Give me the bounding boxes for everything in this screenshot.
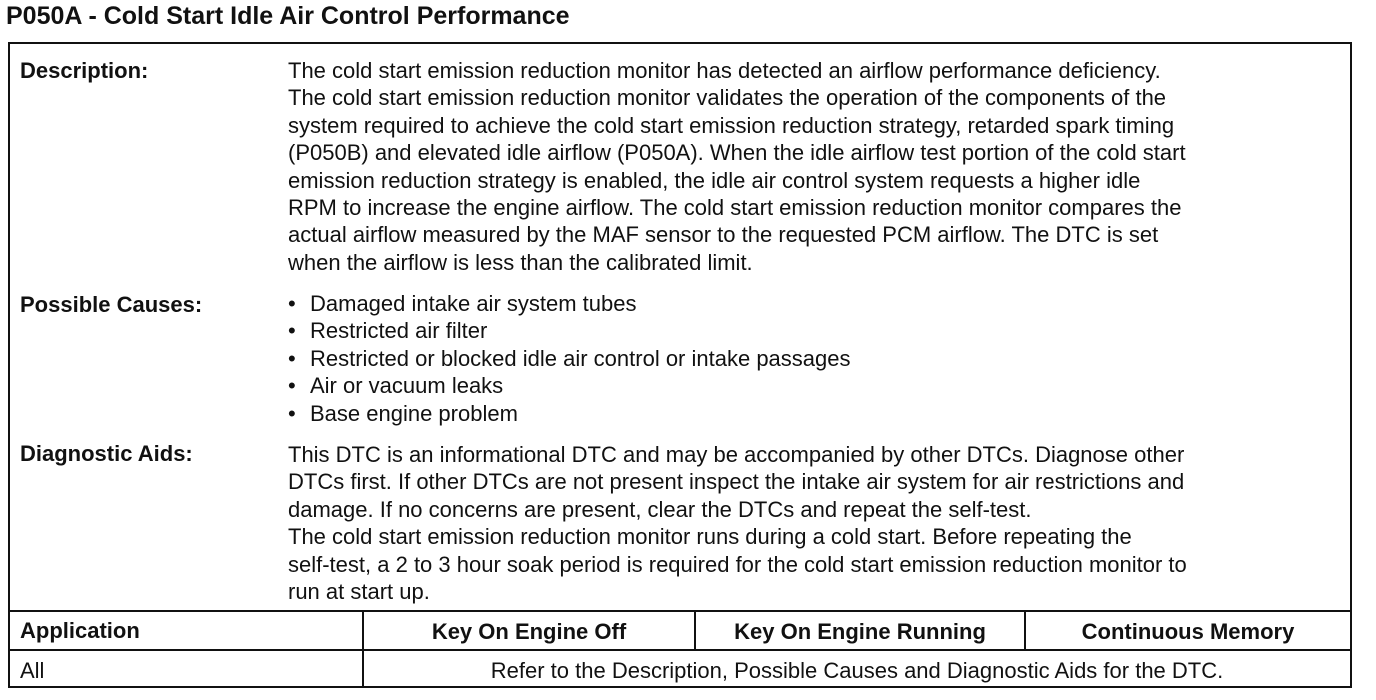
list-item — [288, 372, 1342, 399]
bullet-icon: • — [288, 400, 296, 426]
bullet-icon: • — [288, 291, 296, 316]
cause-text: Restricted air filter — [310, 318, 488, 344]
description-line: RPM to increase the engine airflow. The cold start emission reduction monitor compares the — [288, 195, 1182, 221]
cause-text: Damaged intake air system tubes — [310, 291, 637, 316]
column-header: Key On Engine Off — [431, 619, 627, 644]
description-line: system required to achieve the cold start emission reduction strategy, retarded spark timing — [288, 112, 1175, 138]
list-item — [288, 345, 1342, 372]
column-header: Application — [20, 618, 140, 643]
diagnostic-aids-label: Diagnostic Aids: — [20, 441, 193, 466]
possible-causes-list — [288, 290, 1342, 427]
bullet-icon: • — [288, 318, 296, 344]
diagnostic-aids-line: damage. If no concerns are present, clear the DTCs and repeat the self-test. — [288, 496, 1032, 522]
cause-text: Air or vacuum leaks — [310, 373, 504, 399]
dtc-table — [8, 42, 1352, 688]
description-line: The cold start emission reduction monitor validates the operation of the components of the — [288, 85, 1167, 111]
diagnostic-aids-line: DTCs first. If other DTCs are not present inspect the intake air system for air restrictions and — [288, 469, 1185, 495]
column-header: Key On Engine Running — [734, 619, 986, 644]
bullet-icon: • — [288, 373, 296, 399]
diagnostic-aids-line: The cold start emission reduction monitor runs during a cold start. Before repeating the — [288, 524, 1132, 550]
diagnostic-aids-line: run at start up. — [288, 579, 430, 605]
description-line: when the airflow is less than the calibrated limit. — [288, 249, 753, 275]
application-value: All — [20, 658, 45, 683]
cause-text: Base engine problem — [310, 400, 518, 426]
diagnostic-aids-text — [288, 441, 1342, 605]
table-note: Refer to the Description, Possible Causes and Diagnostic Aids for the DTC. — [490, 658, 1224, 683]
description-text — [288, 57, 1342, 276]
diagnostic-aids-line: This DTC is an informational DTC and may be accompanied by other DTCs. Diagnose other — [288, 442, 1185, 467]
bullet-icon: • — [288, 345, 296, 371]
table-divider — [10, 649, 1350, 651]
description-line: The cold start emission reduction monitor has detected an airflow performance deficiency. — [288, 58, 1161, 83]
table-divider — [10, 610, 1350, 612]
description-line: actual airflow measured by the MAF sensor to the requested PCM airflow. The DTC is set — [288, 222, 1159, 248]
description-line: emission reduction strategy is enabled, the idle air control system requests a higher idle — [288, 167, 1141, 193]
list-item — [288, 317, 1342, 344]
diagnostic-aids-line: self-test, a 2 to 3 hour soak period is required for the cold start emission reduction monitor to — [288, 551, 1187, 577]
column-header: Continuous Memory — [1081, 619, 1295, 644]
cause-text: Restricted or blocked idle air control or intake passages — [310, 345, 851, 371]
possible-causes-label: Possible Causes: — [20, 292, 203, 317]
page-title: P050A - Cold Start Idle Air Control Performance — [6, 2, 570, 30]
list-item — [288, 400, 1342, 427]
description-line: (P050B) and elevated idle airflow (P050A). When the idle airflow test portion of the cold start — [288, 140, 1186, 166]
description-label: Description: — [20, 58, 149, 83]
list-item — [288, 290, 1342, 317]
